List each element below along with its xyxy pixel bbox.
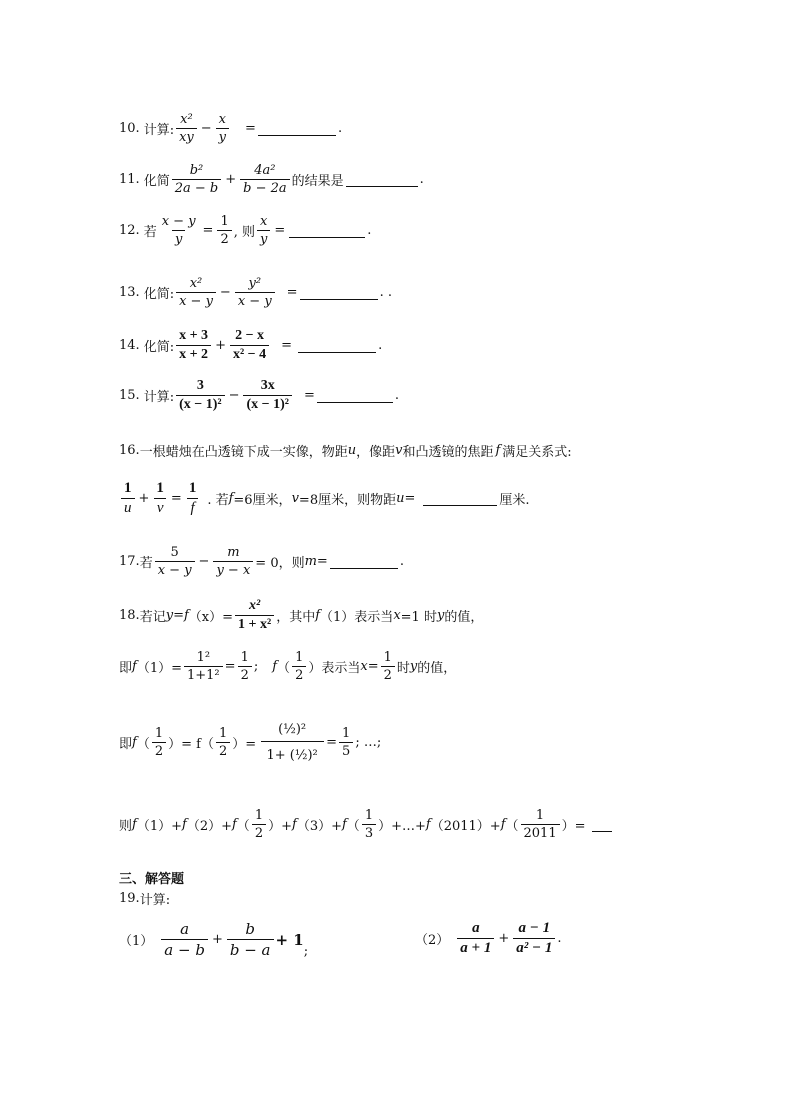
question-16-formula: $\frac{1}{u}$ + $\frac{1}{v}$ = $\frac{1}{f}$ . 若 f =6厘米， v =8厘米，则物距 u = 厘米. [119,480,530,517]
question-19-part-1: （1） $\frac{a}{a - b}$ + $\frac{b}{b - a}$ + 1 ; [119,920,309,959]
question-label: 化简: [143,340,175,355]
fraction: $\frac{\text{x²}}{\text{1 + x²}}$ [235,598,274,633]
question-18-line-3: 即 f （ $\frac{1}{2}$ ） = f（ $\frac{1}{2}$ ）= $\frac{\text{(½)²}}{\text{1+ (½)²}}$ = $\frac{1}{5}$ ; …; [119,722,382,763]
question-number: 13 [119,285,136,300]
fraction: $\frac{1}{v}$ [153,480,167,517]
question-label: 化简 [143,174,170,189]
question-label: 计算: [143,123,175,138]
question-18-line-1: 18 . 若记 y = f （x）= $\frac{\text{x²}}{\text{1 + x²}}$ ，其中 f （1）表示当 x =1 时 y 的值， [119,598,484,632]
question-10: 10 . 计算: $\frac{\text{x²}}{xy}$ − $\frac{x}{y}$ = . [119,112,343,145]
fraction: $\frac{\text{1²}}{\text{1+1²}}$ [184,650,223,683]
fraction: $\frac{a}{a - b}$ [161,920,208,959]
fraction: $\frac{x + 3}{x + 2}$ [176,328,211,363]
question-13: 13 . 化简: $\frac{\text{x²}}{x - y}$ − $\frac{\text{y²}}{x - y}$ = . . [119,276,392,309]
fraction: $\frac{m}{y - x}$ [213,545,253,578]
fraction: $\frac{1}{2}$ [381,650,395,683]
fraction: $\frac{5}{x - y}$ [155,545,195,578]
fraction: $\frac{a}{a + 1}$ [457,920,494,957]
question-number: 18 [119,608,136,623]
question-number: 11 [119,172,136,187]
question-12: 12 . 若 $\frac{x - y}{y}$ = $\frac{1}{2}$ , 则 $\frac{x}{y}$ = . [119,214,372,247]
fraction: $\frac{1}{5}$ [339,726,353,759]
fraction: $\frac{b}{b - a}$ [227,920,274,959]
question-15: 15 . 计算: $\frac{3}{\text{(x − 1)²}}$ − $\frac{3x}{\text{(x − 1)²}}$ = . [119,378,400,412]
question-17: 17 . 若 $\frac{5}{x - y}$ − $\frac{m}{y - x}$ = 0，则 m = . [119,545,404,578]
question-16-text: 16 . 一根蜡烛在凸透镜下成一实像，物距 u ，像距 v 和凸透镜的焦距 f 满足关系式: [119,443,572,460]
fraction: $\frac{1}{2}$ [216,726,230,759]
question-label: 计算: [143,390,175,405]
section-heading: 三、解答题 [119,872,185,887]
question-11: 11 . 化简 $\frac{\text{b²}}{2a - b}$ + $\frac{\text{4a²}}{b - 2a}$ 的结果是 . [119,163,424,196]
fraction: $\frac{\text{b²}}{2a - b}$ [172,163,222,196]
question-number: 17 [119,554,136,569]
answer-blank[interactable] [289,224,365,238]
question-number: 16 [119,443,136,458]
fraction: $\frac{1}{2}$ [252,808,266,841]
answer-blank[interactable] [317,389,393,403]
fraction: $\frac{1}{f}$ [188,480,197,516]
fraction: $\frac{1}{2}$ [238,650,252,683]
answer-blank[interactable] [300,286,378,300]
question-18-line-4: 则 f （1）+ f （2）+ f （ $\frac{1}{2}$ ）+ f （3）+ f （ $\frac{1}{3}$ ）+…+ f （2011）+ f （ $\frac{1}{2011}$ ）= [119,808,614,841]
question-number: 14 [119,338,136,353]
question-label: 若 [139,556,153,571]
question-19-part-2: （2） $\frac{a}{a + 1}$ + $\frac{a - 1}{\text{a² − 1}}$ . [415,920,562,956]
answer-blank[interactable] [258,122,336,136]
fraction: $\frac{\text{x²}}{xy}$ [176,112,197,145]
fraction: $\frac{1}{2011}$ [521,808,560,841]
fraction: $\frac{a - 1}{\text{a² − 1}}$ [513,920,555,957]
fraction: $\frac{\text{(½)²}}{\text{1+ (½)²}}$ [260,722,324,763]
question-number: 15 [119,388,136,403]
question-number: 10 [119,121,136,136]
fraction: $\frac{x}{y}$ [216,112,229,145]
answer-blank[interactable] [592,818,612,832]
answer-blank[interactable] [346,173,418,187]
fraction: $\frac{1}{2}$ [292,650,306,683]
question-19-label: 19 . 计算: [119,891,171,908]
fraction: $\frac{\text{4a²}}{b - 2a}$ [240,163,290,196]
fraction: $\frac{x}{y}$ [257,214,270,247]
question-18-line-2: 即 f （1）= $\frac{\text{1²}}{\text{1+1²}}$ = $\frac{1}{2}$ ; f （ $\frac{1}{2}$ ） 表示当 x = $\frac{1}{2}$ 时 y 的值， [119,650,457,683]
answer-blank[interactable] [330,555,398,569]
fraction: $\frac{1}{3}$ [362,808,376,841]
question-number: 12 [119,223,136,238]
fraction: $\frac{1}{2}$ [217,214,231,247]
fraction: $\frac{1}{2}$ [152,726,166,759]
answer-blank[interactable] [298,339,376,353]
fraction: $\frac{3}{\text{(x − 1)²}}$ [176,378,225,413]
question-number: 19 [119,891,136,906]
question-14: 14 . 化简: $\frac{x + 3}{x + 2}$ + $\frac{2 - x}{\text{x² − 4}}$ = . [119,328,383,362]
fraction: $\frac{2 - x}{\text{x² − 4}}$ [230,328,269,363]
question-label: 化简: [143,287,175,302]
fraction: $\frac{x - y}{y}$ [161,214,196,247]
fraction: $\frac{1}{u}$ [121,480,135,517]
fraction: $\frac{\text{y²}}{x - y}$ [235,276,275,309]
answer-blank[interactable] [423,492,497,506]
question-label: 若 [143,225,157,240]
fraction: $\frac{3x}{\text{(x − 1)²}}$ [243,378,292,413]
fraction: $\frac{\text{x²}}{x - y}$ [176,276,216,309]
